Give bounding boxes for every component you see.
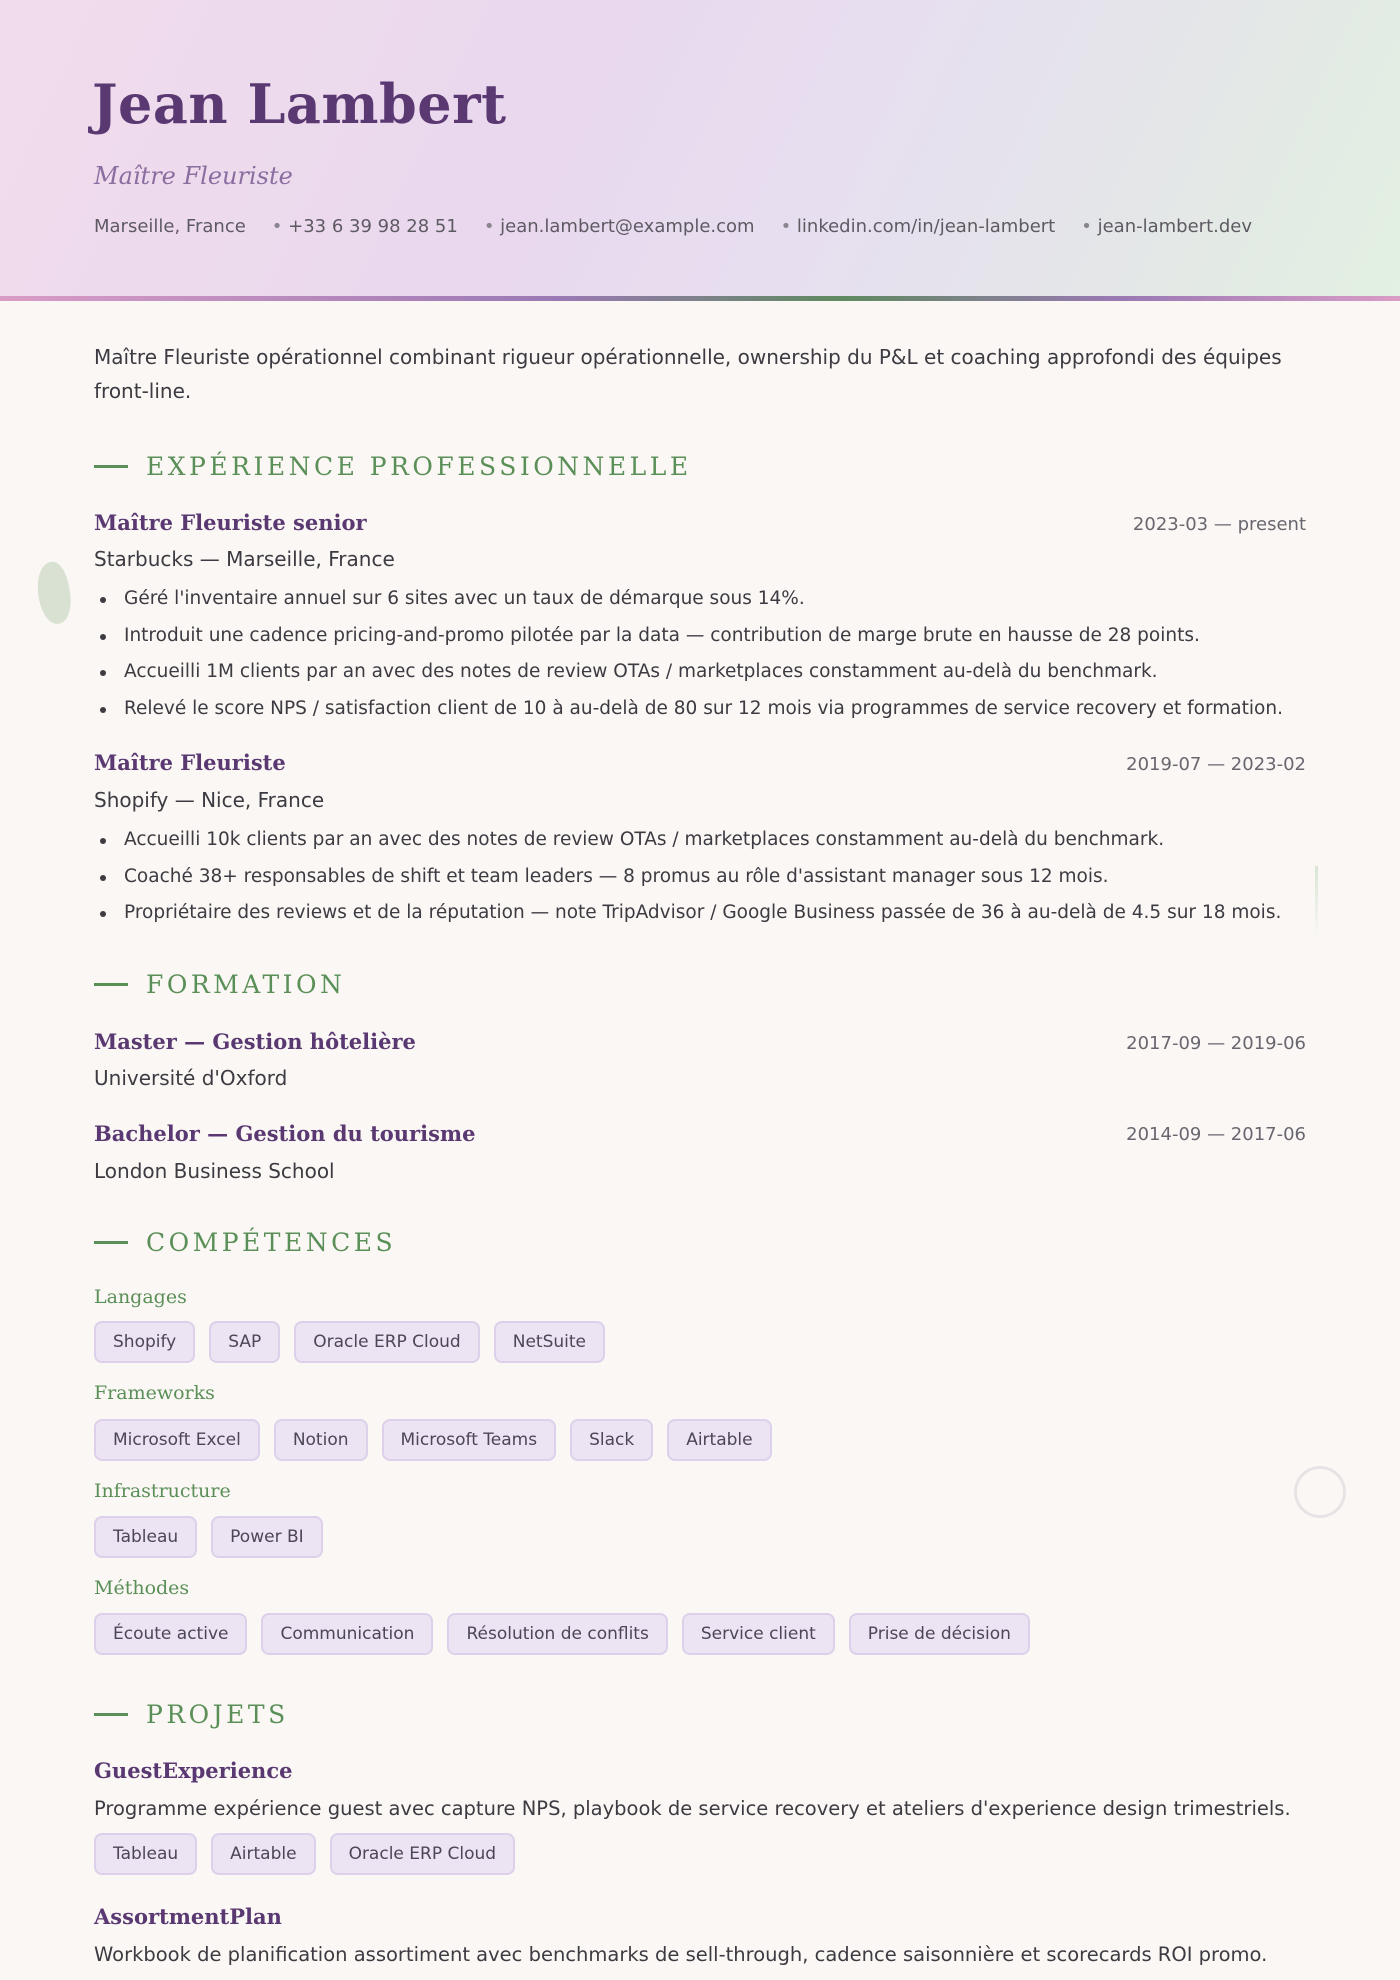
list-item: Accueilli 10k clients par an avec des notes de review OTAs / marketplaces constamment au-delà du benchmark. xyxy=(94,822,1334,859)
skill-chip: SAP xyxy=(209,1321,280,1363)
section-title-experience xyxy=(94,452,692,481)
skill-group-label: Infrastructure xyxy=(94,1480,231,1502)
skill-chip: Power BI xyxy=(211,1516,322,1558)
skill-chip: Slack xyxy=(570,1419,653,1461)
project-tags xyxy=(94,1833,515,1875)
skill-chip: Tableau xyxy=(94,1516,197,1558)
section-bar xyxy=(94,1241,128,1244)
project-name: GuestExperience xyxy=(94,1758,293,1783)
section-title-education xyxy=(94,970,345,999)
project-tag: Oracle ERP Cloud xyxy=(330,1833,516,1875)
degree-dates: 2017-09 — 2019-06 xyxy=(1126,1033,1306,1054)
contact-location: Marseille, France xyxy=(94,216,246,237)
skill-chip: NetSuite xyxy=(494,1321,605,1363)
skill-chip: Shopify xyxy=(94,1321,195,1363)
skill-chip: Communication xyxy=(261,1613,433,1655)
job-dates: 2019-07 — 2023-02 xyxy=(1126,754,1306,775)
project-tag: Airtable xyxy=(211,1833,315,1875)
skill-chip: Service client xyxy=(682,1613,835,1655)
section-bar xyxy=(94,983,128,986)
skill-chip: Airtable xyxy=(667,1419,771,1461)
skill-chip: Résolution de conflits xyxy=(447,1613,667,1655)
section-title-skills xyxy=(94,1228,396,1257)
section-label: PROJETS xyxy=(146,1700,289,1729)
contact-linkedin[interactable]: • linkedin.com/in/jean-lambert xyxy=(781,216,1056,237)
job-company: Shopify — Nice, France xyxy=(94,788,325,812)
header-divider xyxy=(0,296,1400,301)
skill-group-label: Méthodes xyxy=(94,1577,190,1599)
candidate-role: Maître Fleuriste xyxy=(94,162,293,190)
ring-decoration xyxy=(1294,1466,1346,1518)
degree-dates: 2014-09 — 2017-06 xyxy=(1126,1124,1306,1145)
project-tag: Tableau xyxy=(94,1833,197,1875)
skill-chip: Prise de décision xyxy=(849,1613,1030,1655)
job-bullets xyxy=(94,581,1334,727)
list-item: Coaché 38+ responsables de shift et team leaders — 8 promus au rôle d'assistant manager sous 12 mois. xyxy=(94,859,1334,896)
skill-chips xyxy=(94,1516,323,1558)
skill-chip: Notion xyxy=(274,1419,368,1461)
summary-text: Maître Fleuriste opérationnel combinant rigueur opérationnelle, ownership du P&L et coaching approfondi des équipes front-line. xyxy=(94,345,1282,403)
leaf-decoration xyxy=(32,559,76,626)
list-item: Géré l'inventaire annuel sur 6 sites avec un taux de démarque sous 14%. xyxy=(94,581,1334,618)
skill-chip: Oracle ERP Cloud xyxy=(294,1321,480,1363)
job-dates: 2023-03 — present xyxy=(1132,514,1306,535)
skill-chips xyxy=(94,1419,772,1461)
list-item: Relevé le score NPS / satisfaction client de 10 à au-delà de 80 sur 12 mois via programmes de service recovery et formation. xyxy=(94,691,1334,728)
job-bullets xyxy=(94,822,1334,932)
contact-phone[interactable]: • +33 6 39 98 28 51 xyxy=(272,216,458,237)
skill-chips xyxy=(94,1613,1030,1655)
degree-title: Bachelor — Gestion du tourisme xyxy=(94,1121,476,1146)
project-description: Programme expérience guest avec capture NPS, playbook de service recovery et ateliers d'experience design trimestriels. xyxy=(94,1797,1291,1820)
contact-email[interactable]: • jean.lambert@example.com xyxy=(484,216,755,237)
section-label: EXPÉRIENCE PROFESSIONNELLE xyxy=(146,452,692,481)
job-company: Starbucks — Marseille, France xyxy=(94,547,395,571)
header-banner xyxy=(0,0,1400,296)
list-item: Propriétaire des reviews et de la réputation — note TripAdvisor / Google Business passée de 36 à au-delà de 4.5 sur 18 mois. xyxy=(94,895,1334,932)
skill-group-label: Frameworks xyxy=(94,1382,215,1404)
skill-chip: Microsoft Excel xyxy=(94,1419,260,1461)
section-label: FORMATION xyxy=(146,970,346,999)
list-item: Accueilli 1M clients par an avec des notes de review OTAs / marketplaces constamment au-delà du benchmark. xyxy=(94,654,1334,691)
section-bar xyxy=(94,1713,128,1716)
skill-chip: Écoute active xyxy=(94,1613,247,1655)
degree-title: Master — Gestion hôtelière xyxy=(94,1029,416,1054)
school-name: London Business School xyxy=(94,1159,335,1183)
contact-line xyxy=(94,216,1252,237)
section-bar xyxy=(94,465,128,468)
school-name: Université d'Oxford xyxy=(94,1066,288,1090)
skill-group-label: Langages xyxy=(94,1286,187,1308)
project-description: Workbook de planification assortiment avec benchmarks de sell-through, cadence saisonnière et scorecards ROI promo. xyxy=(94,1943,1268,1966)
job-title: Maître Fleuriste senior xyxy=(94,510,367,535)
list-item: Introduit une cadence pricing-and-promo pilotée par la data — contribution de marge brute en hausse de 28 points. xyxy=(94,618,1334,655)
skill-chips xyxy=(94,1321,605,1363)
candidate-name: Jean Lambert xyxy=(92,72,507,136)
section-title-projects xyxy=(94,1700,289,1729)
job-title: Maître Fleuriste xyxy=(94,750,286,775)
section-label: COMPÉTENCES xyxy=(146,1228,397,1257)
project-name: AssortmentPlan xyxy=(94,1904,282,1929)
contact-website[interactable]: • jean-lambert.dev xyxy=(1081,216,1252,237)
skill-chip: Microsoft Teams xyxy=(382,1419,557,1461)
